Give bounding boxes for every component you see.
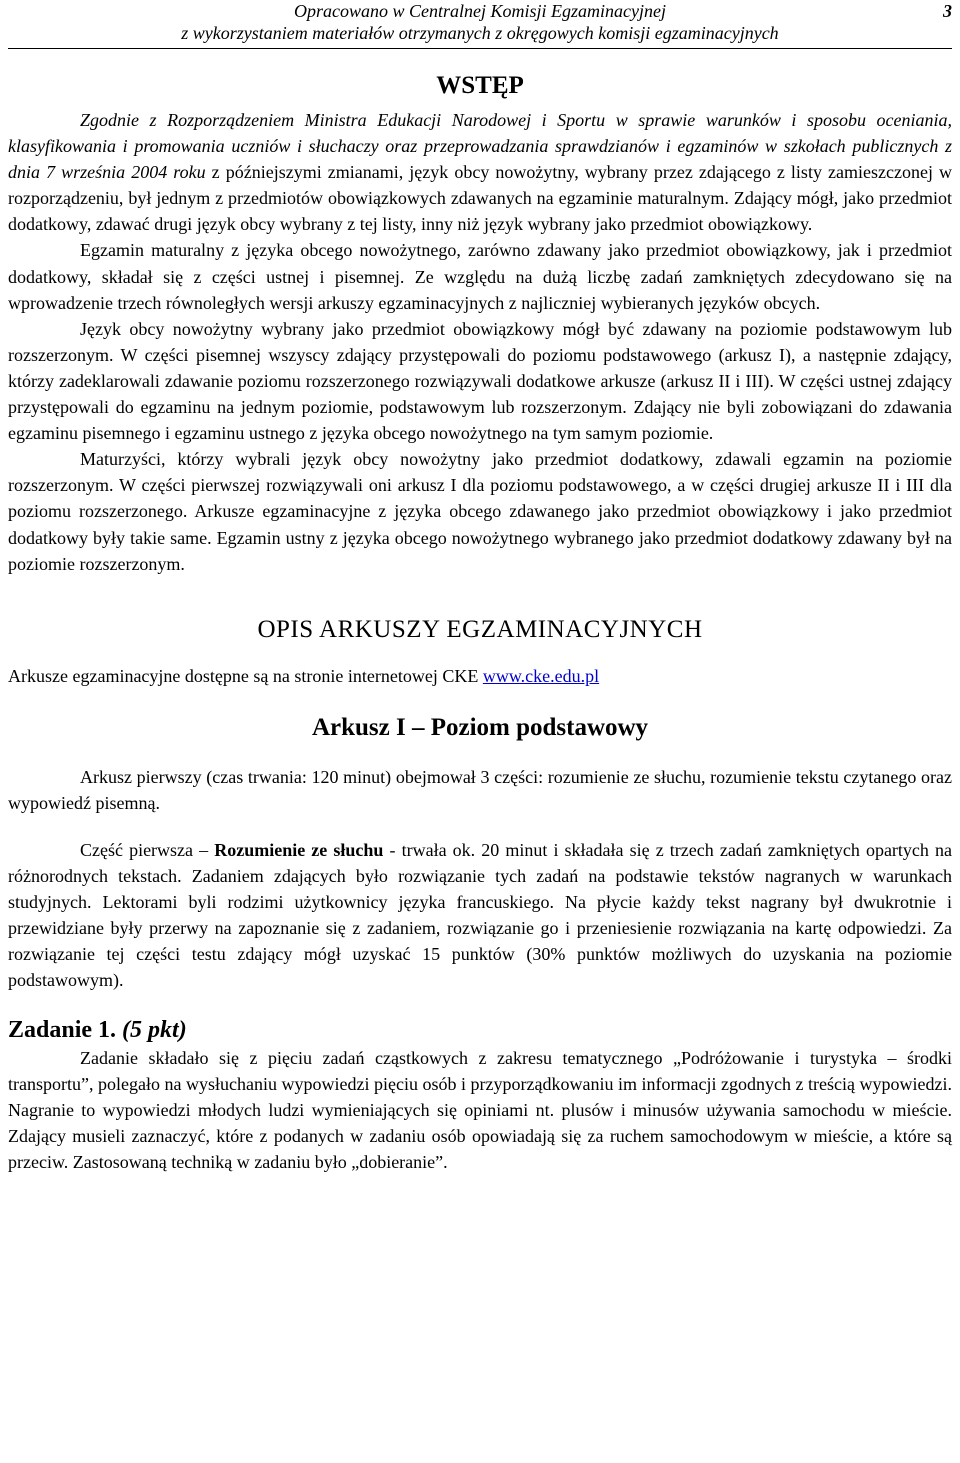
arkusz-1-paragraph-2 (8, 837, 952, 994)
wstep-paragraph-1-rest: z późniejszymi zmianami, język obcy nowożytny, wybrany przez zdającego z listy zamieszczonej w rozporządzeniu, był jednym z przedmiotów obowiązkowych zdawanych na egzaminie maturalnym. Zdający mógł, jako przedmiot dodatkowy, zdawać drugi język obcy wybrany z tej listy, inny niż język wybrany jako przedmiot obowiązkowy. (8, 162, 953, 235)
task-number: Zadanie 1. (8, 1016, 117, 1043)
header-institution: Opracowano w Centralnej Komisji Egzaminacyjnej (294, 1, 666, 21)
section-title-arkusz-1: Arkusz I – Poziom podstawowy (311, 713, 649, 741)
spacer (8, 816, 952, 837)
wstep-paragraph-1 (8, 107, 952, 237)
opis-text: Arkusze egzaminacyjne dostępne są na stronie internetowej CKE (8, 665, 483, 686)
page-header (8, 0, 952, 49)
task-points: (5 pkt) (122, 1016, 187, 1043)
part-label: Część pierwsza – (80, 839, 215, 860)
section-title-opis: OPIS ARKUSZY EGZAMINACYJNYCH (257, 615, 703, 643)
page-number: 3 (943, 1, 952, 21)
task-description: Zadanie składało się z pięciu zadań cząstkowych z zakresu tematycznego „Podróżowanie i turystyka – środki transportu”, polegało na wysłuchaniu wypowiedzi pięciu osób i przyporządkowaniu im informacji zgodnych z treścią wypowiedzi. Nagranie to wypowiedzi młodych ludzi wymieniających się opiniami nt. plusów i minusów używania samochodu w mieście. Zdający musieli zaznaczyć, które z podanych w zadaniu osób opowiadają się za ruchem samochodowym w mieście, a które są przeciw. Zastosowaną techniką w zadaniu było „dobieranie”. (8, 1047, 952, 1172)
task-title (8, 1015, 952, 1045)
wstep-paragraph-3: Język obcy nowożytny wybrany jako przedmiot obowiązkowy mógł być zdawany na poziomie podstawowym lub rozszerzonym. W części pisemnej wszyscy zdający przystępowali do poziomu podstawowego (arkusz I), a następnie zdający, którzy zadeklarowali zdawanie poziomu rozszerzonego rozwiązywali dodatkowe arkusze (arkusz II i III). W części ustnej zdający przystępowali do egzaminu na jednym poziomie, podstawowym lub rozszerzonym. Zdający nie byli zobowiązani do zdawania egzaminu pisemnego i egzaminu ustnego z języka obcego nowożytnego na tym samym poziomie. (8, 318, 952, 444)
wstep-paragraph-4: Maturzyści, którzy wybrali język obcy nowożytny jako przedmiot dodatkowy, zdawali egzamin na poziomie rozszerzonym. W części pierwszej rozwiązywali oni arkusz I dla poziomu podstawowego, a w części drugiej arkusze II i III dla poziomu rozszerzonego. Arkusze egzaminacyjne z języka obcego zdawanego jako przedmiot obowiązkowy i jako przedmiot dodatkowy były takie same. Egzamin ustny z języka obcego nowożytnego wybranego jako przedmiot dodatkowy zdawany był na poziomie rozszerzonym. (8, 449, 952, 574)
section-title-wstep: WSTĘP (436, 72, 524, 99)
header-source: z wykorzystaniem materiałów otrzymanych z okręgowych komisji egzaminacyjnych (181, 23, 779, 43)
part-name: Rozumienie ze słuchu (214, 839, 384, 860)
regulation-citation: Zgodnie z Rozporządzeniem Ministra Edukacji Narodowej i Sportu w sprawie warunków i sposobu oceniania, klasyfikowania i promowania uczniów i słuchaczy oraz przeprowadzania sprawdzianów i egzaminów w szkołach publicznych z dnia 7 września 2004 roku (8, 110, 952, 183)
part-description: - trwała ok. 20 minut i składała się z trzech zadań zamkniętych opartych na różnorodnych tekstach. Zadaniem zdających było rozwiązanie tych zadań na podstawie tekstów nagranych w warunkach studyjnych. Lektorami byli rodzimi użytkownicy języka francuskiego. Na płycie każdy tekst nagrany był dwukrotnie i przewidziane były przerwy na zapoznanie się z zadaniem, rozwiązanie go i przeniesienie rozwiązania na kartę odpowiedzi. Za rozwiązanie tej części testu zdający mógł uzyskać 15 punktów (30% punktów możliwych do uzyskania na poziomie podstawowym). (8, 839, 952, 991)
cke-website-link[interactable]: www.cke.edu.pl (482, 665, 600, 686)
arkusz-1-paragraph-1: Arkusz pierwszy (czas trwania: 120 minut) obejmował 3 części: rozumienie ze słuchu, rozumienie tekstu czytanego oraz wypowiedź pisemną. (8, 766, 952, 813)
wstep-paragraph-2: Egzamin maturalny z języka obcego nowożytnego, zarówno zdawany jako przedmiot obowiązkowy, jak i przedmiot dodatkowy, składał się z części ustnej i pisemnej. Ze względu na dużą liczbę zadań zamkniętych zdecydowano się na wprowadzenie trzech równoległych wersji arkuszy egzaminacyjnych z najliczniej wybieranych języków obcych. (8, 240, 952, 313)
opis-paragraph (8, 663, 952, 689)
document-page (8, 0, 952, 1175)
